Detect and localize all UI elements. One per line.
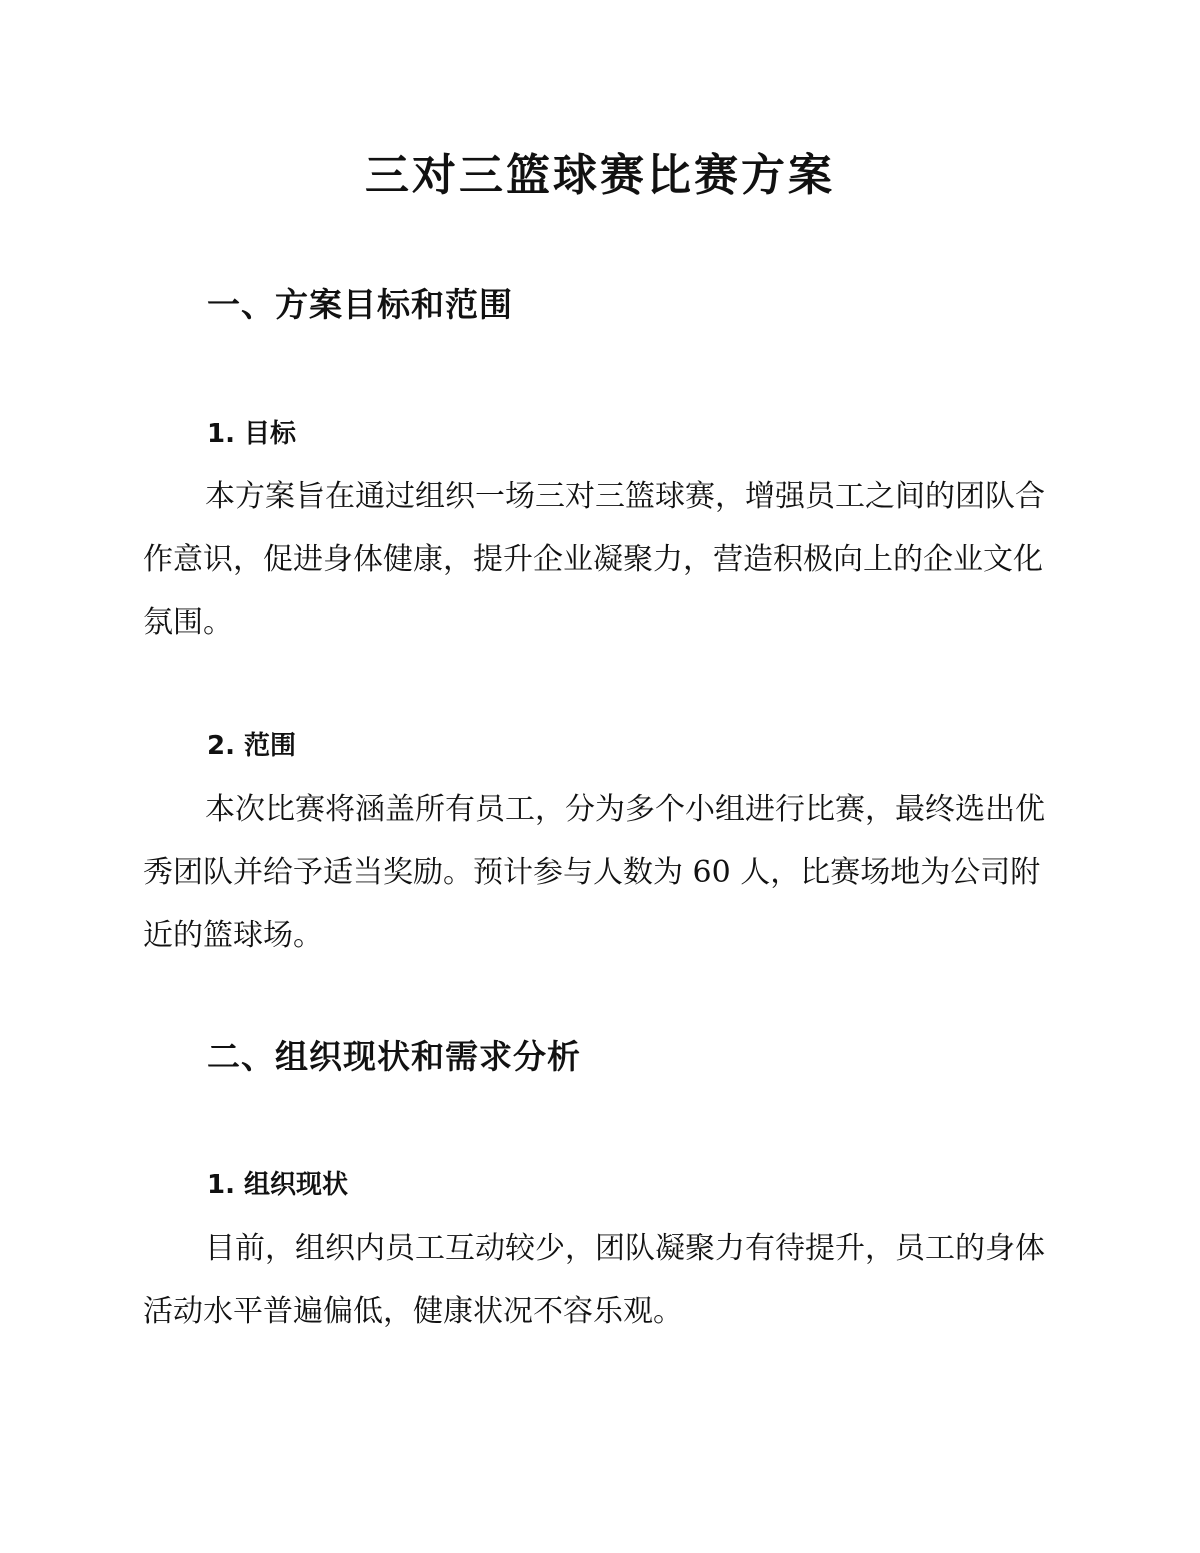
section-heading-status-needs: 二、组织现状和需求分析 xyxy=(207,1037,581,1076)
subsection-heading-scope: 2. 范围 xyxy=(207,731,297,761)
subsection-heading-current-status: 1. 组织现状 xyxy=(207,1170,349,1200)
subsection-heading-goal: 1. 目标 xyxy=(207,419,297,449)
paragraph-scope: 本次比赛将涵盖所有员工，分为多个小组进行比赛，最终选出优秀团队并给予适当奖励。预计参与人数为 60 人，比赛场地为公司附近的篮球场。 xyxy=(143,792,1045,953)
paragraph-current-status: 目前，组织内员工互动较少，团队凝聚力有待提升，员工的身体活动水平普遍偏低，健康状况不容乐观。 xyxy=(143,1231,1045,1329)
paragraph-goal: 本方案旨在通过组织一场三对三篮球赛，增强员工之间的团队合作意识，促进身体健康，提升企业凝聚力，营造积极向上的企业文化氛围。 xyxy=(143,479,1045,640)
document-title: 三对三篮球赛比赛方案 xyxy=(365,150,835,201)
section-heading-goals-scope: 一、方案目标和范围 xyxy=(207,285,513,324)
